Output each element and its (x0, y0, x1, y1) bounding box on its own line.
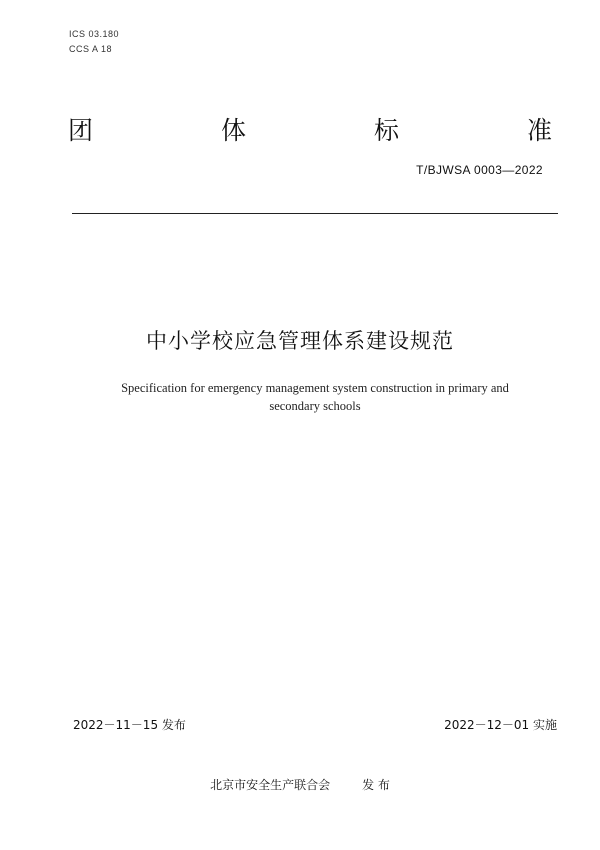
publish-label: 发 布 (362, 778, 390, 792)
standard-number: T/BJWSA 0003—2022 (416, 163, 543, 177)
issue-date: 2022－11－15 发布 (73, 718, 186, 732)
implementation-date: 2022－12－01 实施 (444, 718, 557, 732)
standard-type-char: 标 (373, 116, 399, 145)
ccs-code: CCS A 18 (69, 44, 113, 54)
document-title-english (80, 379, 550, 415)
header-divider (72, 213, 558, 214)
publisher-name: 北京市安全生产联合会 (210, 778, 331, 792)
standard-type-heading (68, 114, 552, 148)
english-title-line: secondary schools (269, 399, 361, 413)
standard-type-char: 团 (68, 116, 94, 145)
document-title: 中小学校应急管理体系建设规范 (146, 329, 454, 353)
ics-code: ICS 03.180 (69, 29, 120, 39)
standard-type-char: 准 (526, 116, 552, 145)
english-title-line: Specification for emergency management system construction in primary and (121, 381, 509, 395)
standard-type-char: 体 (220, 116, 246, 145)
publisher (0, 776, 600, 793)
